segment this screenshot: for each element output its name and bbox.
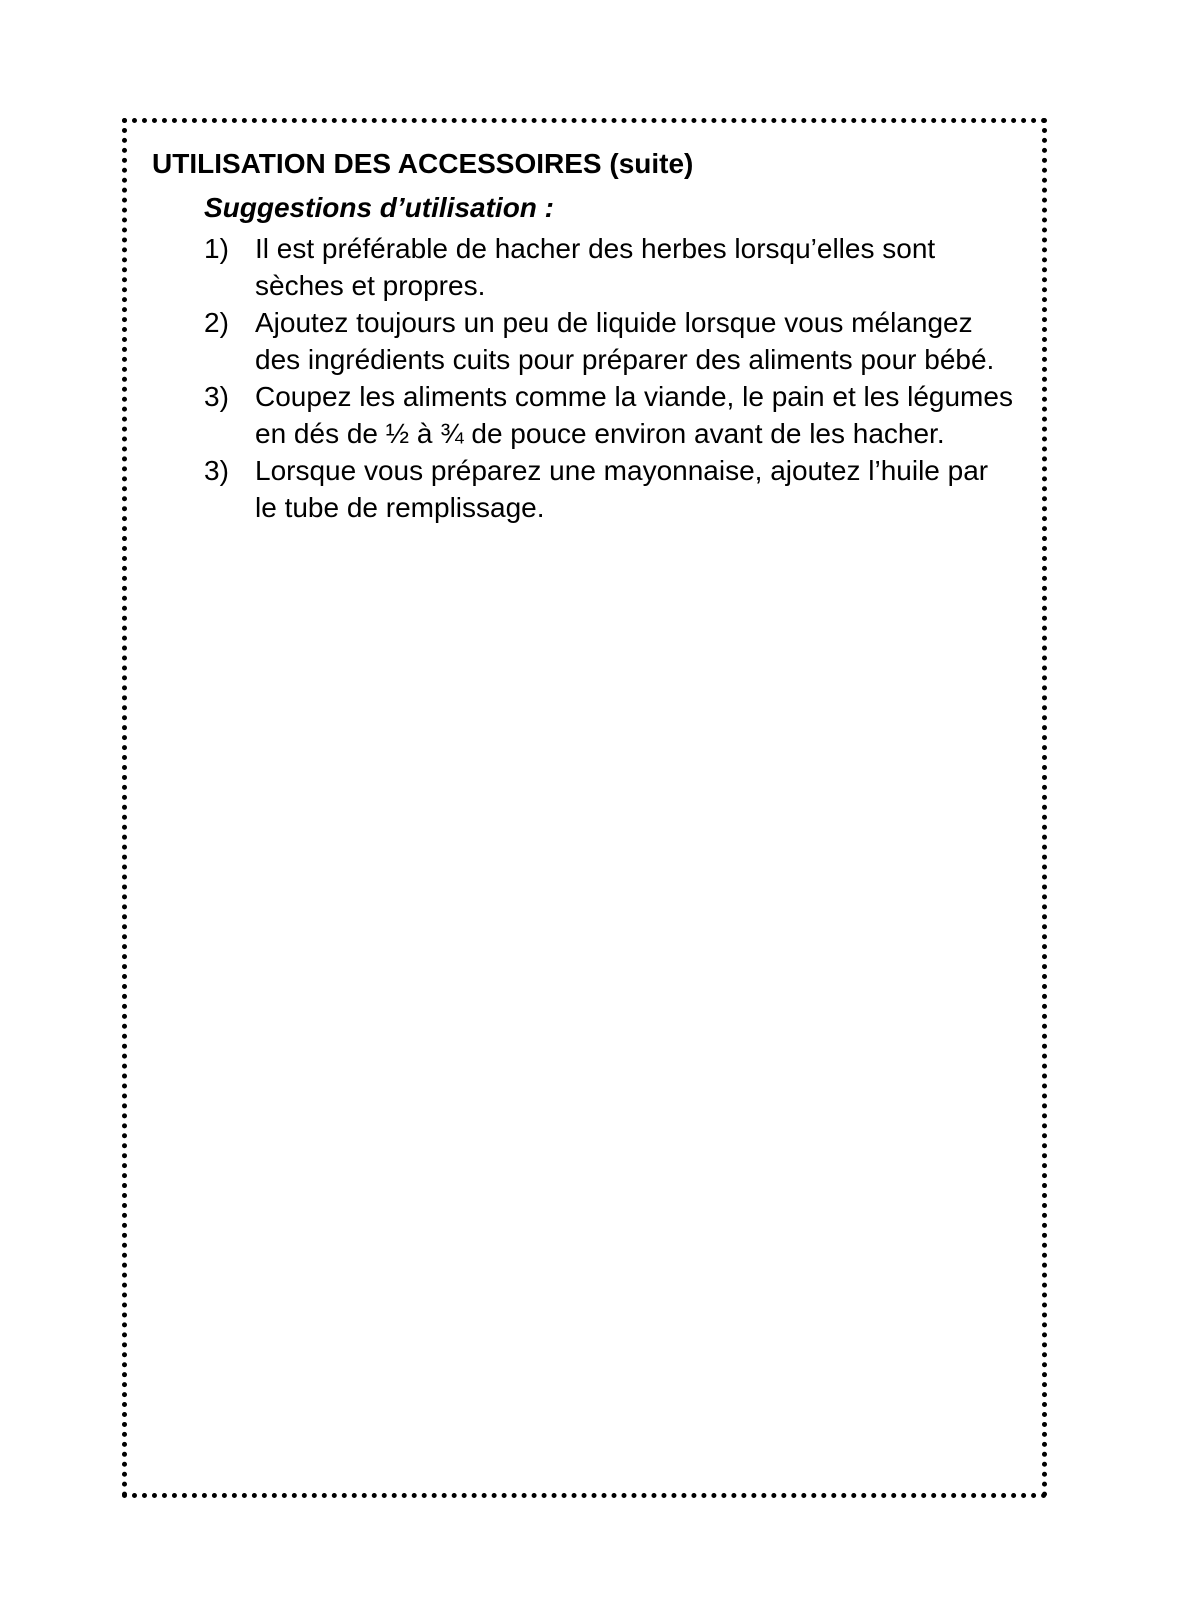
item-number: 3) [204,455,229,486]
list-item [204,378,1032,452]
section-title: UTILISATION DES ACCESSOIRES (suite) [152,148,694,179]
list-item [204,452,1032,526]
item-number: 1) [204,233,229,264]
tips-list [152,230,1032,526]
item-text: Ajoutez toujours un peu de liquide lorsque vous mélangez des ingrédients cuits pour préparer des aliments pour bébé. [255,307,995,375]
subheading: Suggestions d’utilisation : [204,192,554,223]
list-item [204,230,1032,304]
item-text: Coupez les aliments comme la viande, le pain et les légumes en dés de ½ à ¾ de pouce environ avant de les hacher. [255,381,1013,449]
item-text: Il est préférable de hacher des herbes lorsqu’elles sont sèches et propres. [255,233,936,301]
item-number: 2) [204,307,229,338]
item-text: Lorsque vous préparez une mayonnaise, ajoutez l’huile par le tube de remplissage. [255,455,989,523]
page-content [152,146,1032,526]
list-item [204,304,1032,378]
item-number: 3) [204,381,229,412]
